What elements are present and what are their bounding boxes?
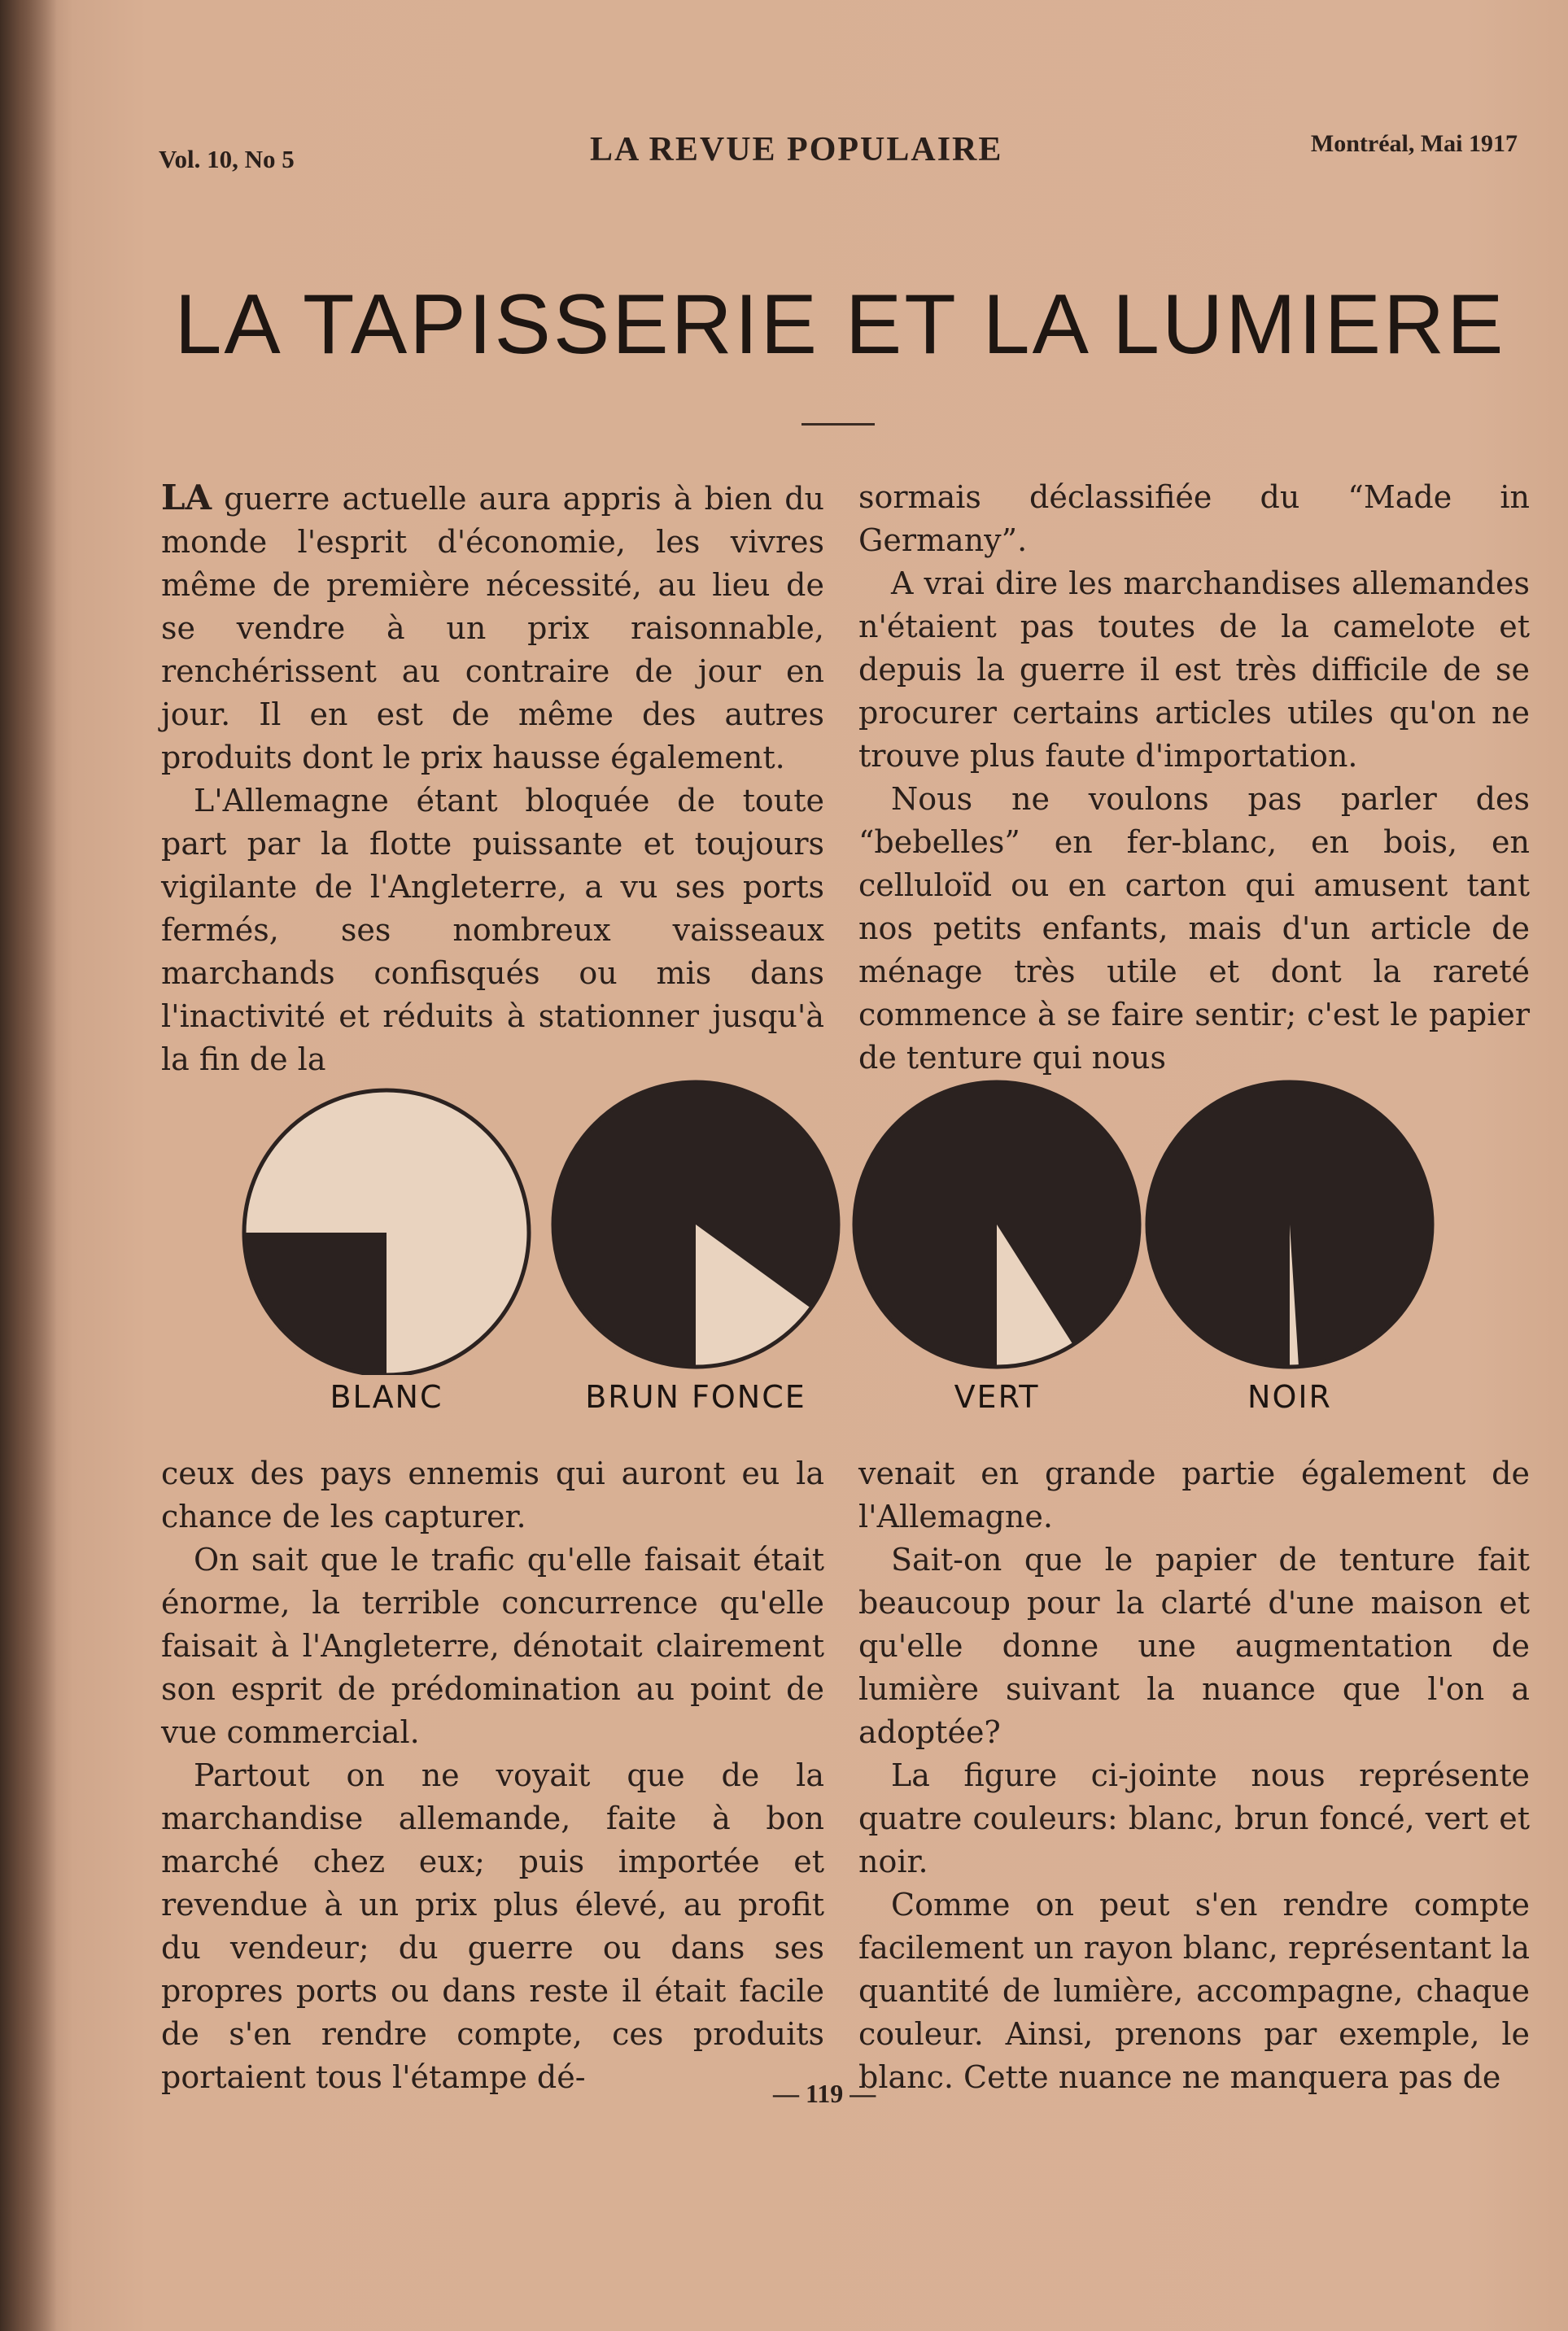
drop-cap: LA: [161, 478, 212, 517]
figure-label-noir: NOIR: [1247, 1379, 1332, 1415]
page-number: — 119 —: [773, 2079, 876, 2108]
paragraph: Nous ne voulons pas parler des “bebelles” en fer-blanc, en bois, en celluloïd ou en carton qui amusent tant nos petits enfants, mais d'un article de ménage très utile et dont la rareté commence à se faire sentir; c'est le papier de tenture qui nous: [858, 781, 1530, 1076]
paragraph: Sait-on que le papier de tenture fait beaucoup pour la clarté d'une maison et qu'elle donne une augmentation de lumière suivant la nuance que l'on a adoptée?: [858, 1542, 1530, 1750]
dateline: Montréal, Mai 1917: [1310, 130, 1518, 157]
paragraph: sormais déclassifiée du “Made in Germany”.: [858, 479, 1530, 558]
volume-number: Vol. 10, No 5: [159, 145, 295, 173]
paragraph-text: guerre actuelle aura appris à bien du monde l'esprit d'économie, les vivres même de première nécessité, au lieu de se vendre à un prix raisonnable, renchérissent au contraire de jour en jour. Il en est de même des autres produits dont le prix hausse également.: [161, 481, 824, 775]
text-column-2: [858, 476, 1530, 1080]
text-column-3: [161, 1452, 824, 2099]
paragraph: On sait que le trafic qu'elle faisait était énorme, la terrible concurrence qu'elle faisait à l'Angleterre, dénotait clairement son esprit de prédomination au point de vue commercial.: [161, 1542, 824, 1750]
title-rule: [801, 423, 875, 426]
paragraph: ceux des pays ennemis qui auront eu la chance de les capturer.: [161, 1456, 824, 1534]
light-figure: [236, 1066, 1489, 1440]
text-column-4: [858, 1452, 1530, 2099]
paragraph: Comme on peut s'en rendre compte facilement un rayon blanc, représentant la quantité de lumière, accompagne, chaque couleur. Ainsi, prenons par exemple, le blanc. Cette nuance ne manquera pas de: [858, 1887, 1530, 2095]
book-gutter: [0, 0, 57, 2331]
magazine-title: LA REVUE POPULAIRE: [590, 131, 1003, 168]
paragraph: La figure ci-jointe nous représente quatre couleurs: blanc, brun foncé, vert et noir.: [858, 1757, 1530, 1879]
figure-label-vert: VERT: [954, 1379, 1040, 1415]
running-header: [159, 122, 1518, 179]
paragraph: [161, 476, 824, 779]
paragraph: Partout on ne voyait que de la marchandise allemande, faite à bon marché chez eux; puis importée et revendue à un prix plus élevé, au profit du vendeur; du guerre ou dans ses propres ports ou dans reste il était facile de s'en rendre compte, ces produits portaient tous l'étampe dé-: [161, 1757, 824, 2095]
article-title: LA TAPISSERIE ET LA LUMIERE: [174, 277, 1506, 372]
paragraph: A vrai dire les marchandises allemandes n'étaient pas toutes de la camelote et depuis la guerre il est très difficile de se procurer certains articles utiles qu'on ne trouve plus faute d'importation.: [858, 565, 1530, 774]
figure-label-blanc: BLANC: [330, 1379, 443, 1415]
paragraph: venait en grande partie également de l'Allemagne.: [858, 1456, 1530, 1534]
figure-label-brun-fonce: BRUN FONCE: [585, 1379, 806, 1415]
text-column-1: [161, 476, 824, 1081]
paragraph: L'Allemagne étant bloquée de toute part par la flotte puissante et toujours vigilante de l'Angleterre, a vu ses ports fermés, ses nombreux vaisseaux marchands confisqués ou mis dans l'inactivité et réduits à stationner jusqu'à la fin de la: [161, 783, 824, 1077]
pie-figure-svg: [236, 1066, 1489, 1375]
